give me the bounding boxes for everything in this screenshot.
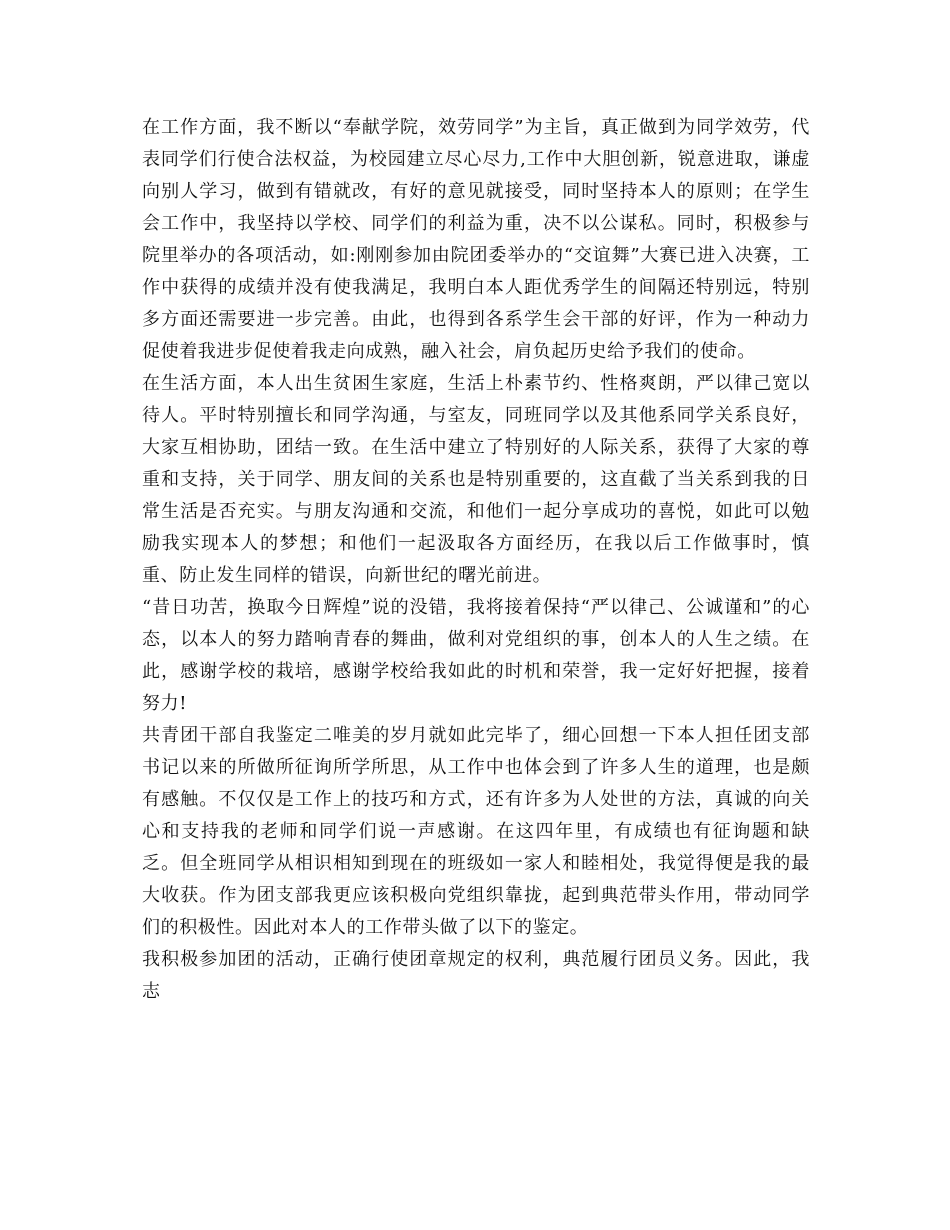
paragraph-life: 在生活方面，本人出生贫困生家庭，生活上朴素节约、性格爽朗，严以律己宽以待人。平时特别擅长和同学沟通，与室友，同班同学以及其他系同学关系良好，大家互相协助，团结一致。在生活中建立了特别好的人际关系，获得了大家的尊重和支持，关于同学、朋友间的关系也是特别重要的，这直截了当关系到我的日常生活是否充实。与朋友沟通和交流，和他们一起分享成功的喜悦，如此可以勉励我实现本人的梦想；和他们一起汲取各方面经历，在我以后工作做事时，慎重、防止发生同样的错误，向新世纪的曙光前进。 xyxy=(142,373,810,586)
paragraph-activities: 我积极参加团的活动，正确行使团章规定的权利，典范履行团员义务。因此，我志 xyxy=(142,949,810,1002)
document-body xyxy=(142,112,810,1008)
paragraph-work: 在工作方面，我不断以“奉献学院，效劳同学”为主旨，真正做到为同学效劳，代表同学们行使合法权益，为校园建立尽心尽力,工作中大胆创新，锐意进取，谦虚向别人学习，做到有错就改，有好的意见就接受，同时坚持本人的原则；在学生会工作中，我坚持以学校、同学们的利益为重，决不以公谋私。同时，积极参与院里举办的各项活动，如:刚刚参加由院团委举办的“交谊舞”大赛已进入决赛，工作中获得的成绩并没有使我满足，我明白本人距优秀学生的间隔还特别远，特别多方面还需要进一步完善。由此，也得到各系学生会干部的好评，作为一种动力促使着我进步促使着我走向成熟，融入社会，肩负起历史给予我们的使命。 xyxy=(142,117,810,362)
paragraph-self-assessment-two: 共青团干部自我鉴定二唯美的岁月就如此完毕了，细心回想一下本人担任团支部书记以来的所做所征询所学所思，从工作中也体会到了许多人生的道理，也是颇有感触。不仅仅是工作上的技巧和方式，还有许多为人处世的方法，真诚的向关心和支持我的老师和同学们说一声感谢。在这四年里，有成绩也有征询题和缺乏。但全班同学从相识相知到现在的班级如一家人和睦相处，我觉得便是我的最大收获。作为团支部我更应该积极向党组织靠拢，起到典范带头作用，带动同学们的积极性。因此对本人的工作带头做了以下的鉴定。 xyxy=(142,725,810,938)
paragraph-closing: “昔日功苦，换取今日辉煌”说的没错，我将接着保持“严以律己、公诚谨和”的心态，以本人的努力踏响青春的舞曲，做利对党组织的事，创本人的人生之绩。在此，感谢学校的栽培，感谢学校给我如此的时机和荣誉，我一定好好把握，接着努力! xyxy=(142,597,810,714)
